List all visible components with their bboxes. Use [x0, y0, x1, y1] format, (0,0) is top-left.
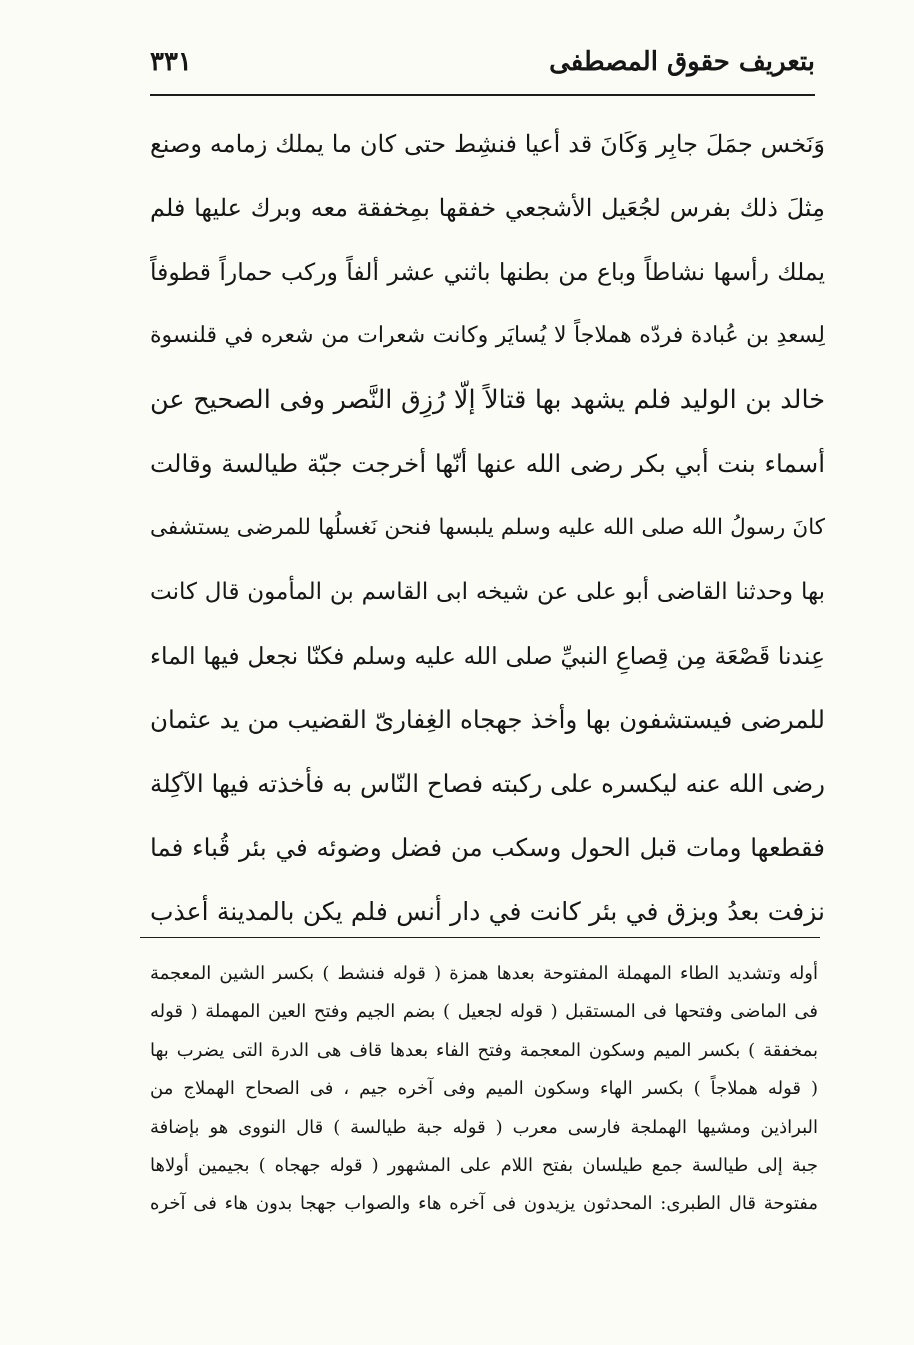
- footnote-line: ( قوله هملاجاً ) بكسر الهاء وسكون الميم وفى آخره جيم ، فى الصحاح الهملاج من: [150, 1078, 818, 1100]
- main-text-line: نزفت بعدُ وبزق في بئر كانت في دار أنس فلم يكن بالمدينة أعذب: [150, 897, 825, 926]
- footnote-line: بمخفقة ) بكسر الميم وسكون المعجمة وفتح الفاء بعدها قاف هى الدرة التى يضرب بها: [150, 1039, 818, 1061]
- main-text: [150, 112, 825, 944]
- footnote-line: مفتوحة قال الطبرى: المحدثون يزيدون فى آخره هاء والصواب جهجا بدون هاء فى آخره: [150, 1193, 818, 1215]
- running-title: بتعريف حقوق المصطفى: [549, 47, 815, 77]
- footnote-line: أوله وتشديد الطاء المهملة المفتوحة بعدها همزة ( قوله فنشط ) بكسر الشين المعجمة: [150, 963, 818, 984]
- main-text-line: وَنَخس جمَلَ جابِر وَكَانَ قد أعيا فنشِط حتى كان ما يملك زمامه وصنع: [150, 130, 825, 158]
- footnote-line: البراذين ومشيها الهملجة فارسى معرب ( قوله جبة طيالسة ) قال النووى هو بإضافة: [150, 1116, 818, 1138]
- main-text-line: رضى الله عنه ليكسره على ركبته فصاح النّاس به فأخذته فيها الآكِلة: [150, 769, 825, 798]
- main-text-line: مِثلَ ذلك بفرس لجُعَيل الأشجعي خفقها بمِخفقة معه وبرك عليها فلم: [150, 194, 825, 222]
- footnote-line: فى الماضى وفتحها فى المستقبل ( قوله لجعيل ) بضم الجيم وفتح العين المهملة ( قوله: [150, 1001, 818, 1023]
- main-text-line: خالد بن الوليد فلم يشهد بها قتالاً إلّا رُزِق النَّصر وفى الصحيح عن: [150, 385, 825, 415]
- main-text-line: كانَ رسولُ الله صلى الله عليه وسلم يلبسها فنحن نَغسلُها للمرضى يستشفى: [150, 515, 825, 540]
- footnotes: [150, 955, 818, 1224]
- page-header: [150, 36, 815, 88]
- footnote-line: جبة إلى طيالسة جمع طيلسان بفتح اللام على المشهور ( قوله جهجاه ) بجيمين أولاها: [150, 1154, 818, 1176]
- main-text-line: لِسعدِ بن عُبادة فردّه هملاجاً لا يُسايَر وكانت شعرات من شعره في قلنسوة: [150, 323, 825, 348]
- main-text-line: فقطعها ومات قبل الحول وسكب من فضل وضوئه في بئر قُباء فما: [150, 833, 825, 862]
- page-number: ٣٣١: [150, 47, 192, 77]
- main-text-line: بها وحدثنا القاضى أبو على عن شيخه ابى القاسم بن المأمون قال كانت: [150, 579, 825, 605]
- main-text-line: أسماء بنت أبي بكر رضى الله عنها أنّها أخرجت جبّة طيالسة وقالت: [150, 449, 825, 478]
- main-text-line: للمرضى فيستشفون بها وأخذ جهجاه الغِفارىّ القضيب من يد عثمان: [150, 705, 825, 734]
- main-text-line: يملك رأسها نشاطاً وباع من بطنها باثني عشر ألفاً وركب حماراً قطوفاً: [150, 258, 825, 286]
- main-text-line: عِندنا قَصْعَة مِن قِصاعِ النبيِّ صلى الله عليه وسلم فكنّا نجعل فيها الماء: [150, 642, 825, 670]
- footnote-rule: [140, 937, 820, 938]
- header-rule: [150, 94, 815, 96]
